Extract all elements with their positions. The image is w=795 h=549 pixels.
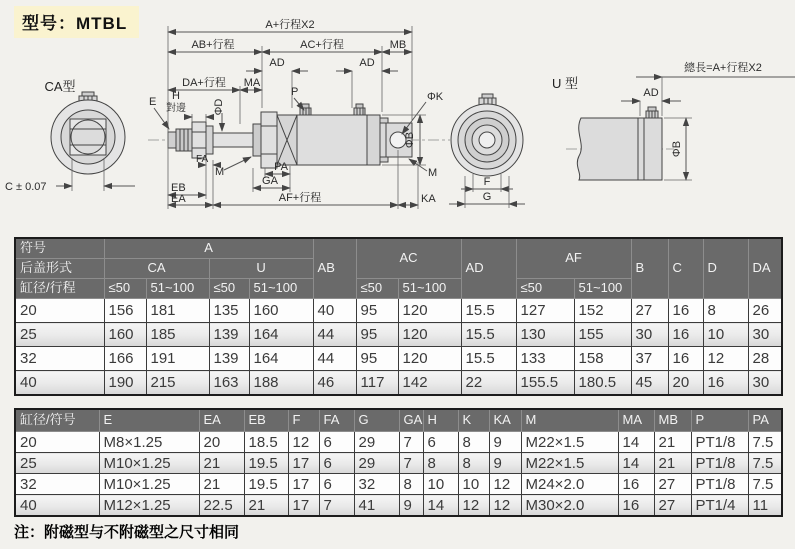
- dim-label-c-tolerance: C ± 0.07: [5, 181, 47, 193]
- value-cell: 19.5: [244, 453, 288, 474]
- column-header: MA: [618, 409, 654, 432]
- u-end-view: [449, 94, 525, 208]
- value-cell: 9: [489, 432, 521, 453]
- header-d: D: [703, 238, 748, 299]
- value-cell: 120: [398, 347, 461, 371]
- value-cell: PT1/8: [691, 474, 748, 495]
- value-cell: 95: [356, 299, 398, 323]
- dim-label-phi-b-detail: ΦB: [671, 140, 683, 158]
- value-cell: 32: [354, 474, 399, 495]
- value-cell: 14: [423, 495, 458, 517]
- bore-cell: 25: [15, 323, 104, 347]
- value-cell: 215: [146, 371, 209, 396]
- table2-body: [15, 432, 782, 517]
- table-row: [15, 299, 782, 323]
- value-cell: M12×1.25: [99, 495, 199, 517]
- value-cell: 6: [319, 474, 354, 495]
- value-cell: 139: [209, 323, 249, 347]
- value-cell: 29: [354, 453, 399, 474]
- value-cell: 8: [399, 474, 423, 495]
- value-cell: 27: [631, 299, 668, 323]
- dim-label-m-left: M: [215, 166, 225, 178]
- dim-label-pa: PA: [274, 161, 288, 173]
- value-cell: 9: [489, 453, 521, 474]
- column-header: 缸径/符号: [15, 409, 99, 432]
- value-cell: 188: [249, 371, 313, 396]
- dim-label-phi-k: ΦK: [427, 91, 444, 103]
- value-cell: M22×1.5: [521, 432, 618, 453]
- table-row: [15, 495, 782, 517]
- value-cell: 12: [288, 432, 319, 453]
- value-cell: 30: [631, 323, 668, 347]
- value-cell: 185: [146, 323, 209, 347]
- value-cell: 22.5: [199, 495, 244, 517]
- dim-label-ad-right: AD: [359, 57, 375, 69]
- table2-header: [15, 409, 782, 432]
- table-row: [15, 323, 782, 347]
- table-row: [15, 474, 782, 495]
- value-cell: 11: [748, 495, 782, 517]
- bore-cell: 25: [15, 453, 99, 474]
- value-cell: 21: [244, 495, 288, 517]
- column-header: PA: [748, 409, 782, 432]
- bore-cell: 40: [15, 371, 104, 396]
- value-cell: 6: [423, 432, 458, 453]
- value-cell: 117: [356, 371, 398, 396]
- dim-label-ma: MA: [243, 77, 261, 89]
- dimension-table-main: [14, 237, 783, 396]
- value-cell: 160: [249, 299, 313, 323]
- value-cell: 29: [354, 432, 399, 453]
- value-cell: 16: [618, 474, 654, 495]
- column-header: KA: [489, 409, 521, 432]
- value-cell: 21: [199, 474, 244, 495]
- table-row: [15, 371, 782, 396]
- column-header: P: [691, 409, 748, 432]
- value-cell: 190: [104, 371, 146, 396]
- value-cell: 44: [313, 347, 356, 371]
- value-cell: 6: [319, 432, 354, 453]
- column-header: E: [99, 409, 199, 432]
- table1-header: [15, 238, 782, 299]
- dim-label-ac-stroke: AC+行程: [300, 39, 344, 51]
- value-cell: 155.5: [516, 371, 574, 396]
- ca-view-label: CA型: [44, 79, 76, 94]
- value-cell: PT1/8: [691, 432, 748, 453]
- value-cell: 164: [249, 323, 313, 347]
- header-af: AF: [516, 238, 631, 279]
- value-cell: 26: [748, 299, 782, 323]
- dim-label-total-length: 總長=A+行程X2: [684, 62, 762, 74]
- column-header: EA: [199, 409, 244, 432]
- technical-drawing: [0, 0, 795, 232]
- dim-label-ab-stroke: AB+行程: [191, 39, 235, 51]
- value-cell: 20: [199, 432, 244, 453]
- value-cell: 40: [313, 299, 356, 323]
- column-header: F: [288, 409, 319, 432]
- subheader-le50: ≤50: [104, 279, 146, 299]
- value-cell: 15.5: [461, 299, 516, 323]
- dim-label-a-stroke-x2: A+行程X2: [265, 19, 315, 31]
- value-cell: 120: [398, 323, 461, 347]
- value-cell: 17: [288, 453, 319, 474]
- value-cell: 12: [489, 495, 521, 517]
- dim-label-af-stroke: AF+行程: [278, 192, 322, 204]
- subheader-51-100: 51~100: [574, 279, 631, 299]
- value-cell: 7.5: [748, 432, 782, 453]
- value-cell: 12: [703, 347, 748, 371]
- value-cell: 156: [104, 299, 146, 323]
- value-cell: 27: [654, 495, 691, 517]
- subheader-le50: ≤50: [516, 279, 574, 299]
- bore-cell: 32: [15, 474, 99, 495]
- value-cell: 7: [319, 495, 354, 517]
- value-cell: 19.5: [244, 474, 288, 495]
- footnote: 注：附磁型与不附磁型之尺寸相同: [14, 524, 240, 541]
- value-cell: 21: [654, 453, 691, 474]
- bore-cell: 32: [15, 347, 104, 371]
- header-da: DA: [748, 238, 782, 299]
- value-cell: 10: [703, 323, 748, 347]
- value-cell: M30×2.0: [521, 495, 618, 517]
- value-cell: 9: [399, 495, 423, 517]
- side-view: [148, 17, 450, 209]
- value-cell: 8: [458, 453, 489, 474]
- value-cell: 17: [288, 495, 319, 517]
- column-header: M: [521, 409, 618, 432]
- header-a: A: [104, 238, 313, 259]
- header-u: U: [209, 259, 313, 279]
- value-cell: 130: [516, 323, 574, 347]
- value-cell: 20: [668, 371, 703, 396]
- value-cell: 16: [668, 347, 703, 371]
- dim-label-eb: EB: [171, 182, 186, 194]
- value-cell: 120: [398, 299, 461, 323]
- value-cell: 22: [461, 371, 516, 396]
- value-cell: 28: [748, 347, 782, 371]
- value-cell: 27: [654, 474, 691, 495]
- column-header: FA: [319, 409, 354, 432]
- value-cell: 12: [458, 495, 489, 517]
- value-cell: 166: [104, 347, 146, 371]
- header-ab: AB: [313, 238, 356, 299]
- dim-label-across-flats: 對邊: [166, 103, 186, 114]
- value-cell: 21: [199, 453, 244, 474]
- dim-label-f: F: [483, 176, 491, 188]
- value-cell: PT1/4: [691, 495, 748, 517]
- value-cell: 133: [516, 347, 574, 371]
- value-cell: 139: [209, 347, 249, 371]
- header-ac: AC: [356, 238, 461, 279]
- column-header: G: [354, 409, 399, 432]
- bore-cell: 20: [15, 432, 99, 453]
- header-ad: AD: [461, 238, 516, 299]
- subheader-le50: ≤50: [209, 279, 249, 299]
- table1-body: [15, 299, 782, 396]
- value-cell: 16: [668, 299, 703, 323]
- column-header: K: [458, 409, 489, 432]
- value-cell: 21: [654, 432, 691, 453]
- ca-end-view: [5, 79, 135, 193]
- value-cell: 30: [748, 371, 782, 396]
- value-cell: 7: [399, 432, 423, 453]
- column-header: MB: [654, 409, 691, 432]
- value-cell: 6: [319, 453, 354, 474]
- dim-label-phi-d: ΦD: [213, 98, 225, 116]
- value-cell: M8×1.25: [99, 432, 199, 453]
- value-cell: 95: [356, 323, 398, 347]
- value-cell: 7.5: [748, 474, 782, 495]
- value-cell: 155: [574, 323, 631, 347]
- dim-label-p: P: [291, 86, 299, 98]
- dim-label-ad-detail: AD: [643, 87, 659, 99]
- value-cell: 14: [618, 453, 654, 474]
- value-cell: 158: [574, 347, 631, 371]
- value-cell: 16: [618, 495, 654, 517]
- value-cell: 30: [748, 323, 782, 347]
- subheader-51-100: 51~100: [249, 279, 313, 299]
- value-cell: 37: [631, 347, 668, 371]
- dim-label-phi-b-main: ΦB: [404, 131, 416, 149]
- value-cell: 95: [356, 347, 398, 371]
- value-cell: 15.5: [461, 323, 516, 347]
- value-cell: 163: [209, 371, 249, 396]
- header-ca: CA: [104, 259, 209, 279]
- dim-label-da-stroke: DA+行程: [182, 77, 226, 89]
- dim-label-m-right: M: [428, 167, 438, 179]
- header-bore-stroke: 缸径/行程: [15, 279, 104, 299]
- value-cell: M24×2.0: [521, 474, 618, 495]
- dim-label-fa: FA: [196, 154, 209, 165]
- value-cell: 10: [423, 474, 458, 495]
- value-cell: M22×1.5: [521, 453, 618, 474]
- column-header: EB: [244, 409, 288, 432]
- subheader-51-100: 51~100: [146, 279, 209, 299]
- value-cell: 7.5: [748, 453, 782, 474]
- value-cell: 8: [458, 432, 489, 453]
- subheader-le50: ≤50: [356, 279, 398, 299]
- value-cell: 16: [703, 371, 748, 396]
- header-b: B: [631, 238, 668, 299]
- value-cell: 180.5: [574, 371, 631, 396]
- value-cell: 41: [354, 495, 399, 517]
- value-cell: 127: [516, 299, 574, 323]
- header-c: C: [668, 238, 703, 299]
- value-cell: 10: [458, 474, 489, 495]
- table-row: [15, 453, 782, 474]
- value-cell: 142: [398, 371, 461, 396]
- value-cell: 12: [489, 474, 521, 495]
- column-header: GA: [399, 409, 423, 432]
- value-cell: 46: [313, 371, 356, 396]
- value-cell: 44: [313, 323, 356, 347]
- value-cell: M10×1.25: [99, 474, 199, 495]
- table-row: [15, 347, 782, 371]
- dim-label-e: E: [149, 96, 157, 108]
- value-cell: 15.5: [461, 347, 516, 371]
- dim-label-ga: GA: [262, 175, 278, 187]
- dim-label-ea: EA: [171, 193, 186, 205]
- value-cell: 14: [618, 432, 654, 453]
- value-cell: 18.5: [244, 432, 288, 453]
- value-cell: 7: [399, 453, 423, 474]
- dim-label-ad-left: AD: [269, 57, 285, 69]
- dim-label-mb: MB: [389, 39, 407, 51]
- header-symbol: 符号: [15, 238, 104, 259]
- bore-cell: 40: [15, 495, 99, 517]
- value-cell: 164: [249, 347, 313, 371]
- subheader-51-100: 51~100: [398, 279, 461, 299]
- value-cell: 160: [104, 323, 146, 347]
- dim-label-g: G: [482, 191, 492, 203]
- value-cell: M10×1.25: [99, 453, 199, 474]
- value-cell: 16: [668, 323, 703, 347]
- value-cell: 152: [574, 299, 631, 323]
- value-cell: 191: [146, 347, 209, 371]
- column-header: H: [423, 409, 458, 432]
- value-cell: 135: [209, 299, 249, 323]
- value-cell: 8: [423, 453, 458, 474]
- table-row: [15, 432, 782, 453]
- value-cell: PT1/8: [691, 453, 748, 474]
- value-cell: 45: [631, 371, 668, 396]
- dimension-table-secondary: [14, 408, 783, 517]
- dim-label-h: H: [172, 90, 180, 102]
- value-cell: 8: [703, 299, 748, 323]
- bore-cell: 20: [15, 299, 104, 323]
- value-cell: 181: [146, 299, 209, 323]
- value-cell: 17: [288, 474, 319, 495]
- model-title: 型号：MTBL: [14, 6, 139, 38]
- dim-label-ka: KA: [421, 193, 436, 205]
- header-cover-type: 后盖形式: [15, 259, 104, 279]
- u-type-detail: [552, 60, 795, 180]
- u-view-label: U 型: [552, 76, 579, 91]
